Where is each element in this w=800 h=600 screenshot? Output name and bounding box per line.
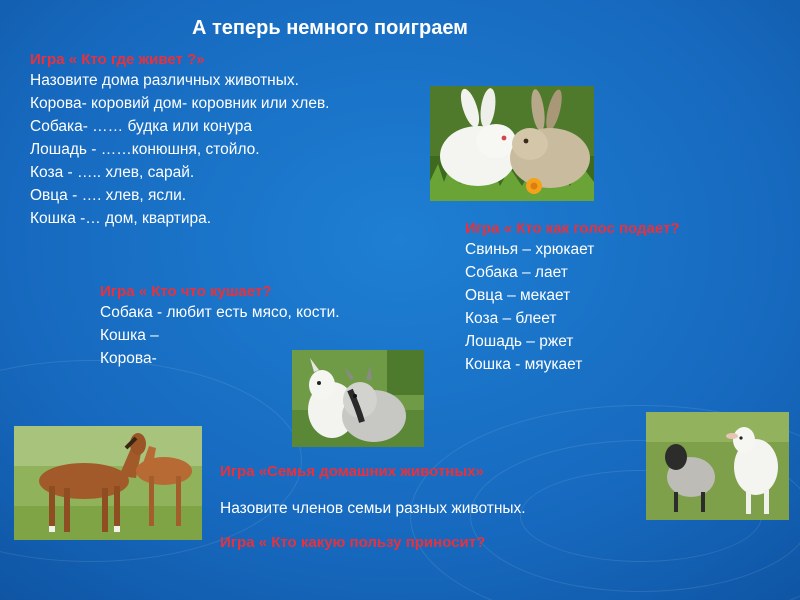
- game-where-lives-line: Корова- коровий дом- коровник или хлев.: [30, 95, 330, 112]
- goat-kids-photo: [292, 350, 424, 447]
- game-voice-line: Собака – лает: [465, 264, 568, 281]
- slide-title: А теперь немного поиграем: [192, 17, 468, 39]
- rabbits-photo: [430, 86, 594, 201]
- game-where-lives-heading: Игра « Кто где живет ?»: [30, 51, 205, 68]
- game-food-line: Собака - любит есть мясо, кости.: [100, 304, 340, 321]
- game-voice-line: Коза – блеет: [465, 310, 557, 327]
- game-where-lives-line: Назовите дома различных животных.: [30, 72, 299, 89]
- game-where-lives-line: Собака- …… будка или конура: [30, 118, 252, 135]
- game-where-lives-line: Овца - …. хлев, ясли.: [30, 187, 187, 204]
- game-voice-line: Свинья – хрюкает: [465, 241, 595, 258]
- foals-photo: [14, 426, 202, 540]
- game-food-heading: Игра « Кто что кушает?: [100, 283, 272, 300]
- game-family-line: Назовите членов семьи разных животных.: [220, 500, 526, 517]
- game-where-lives-line: Кошка -… дом, квартира.: [30, 210, 212, 227]
- game-where-lives-block: [30, 51, 329, 230]
- game-voice-heading: Игра « Кто как голос подает?: [465, 220, 680, 237]
- game-family-heading: Игра «Семья домашних животных»: [220, 463, 484, 480]
- game-food-line: Корова-: [100, 350, 157, 367]
- sheep-photo: [646, 412, 789, 520]
- game-voice-line: Кошка - мяукает: [465, 356, 583, 373]
- game-voice-block: [465, 220, 680, 376]
- game-where-lives-line: Коза - ….. хлев, сарай.: [30, 164, 195, 181]
- game-where-lives-line: Лошадь - ……конюшня, стойло.: [30, 141, 260, 158]
- game-voice-line: Лошадь – ржет: [465, 333, 574, 350]
- game-benefit-heading: Игра « Кто какую пользу приносит?: [220, 534, 486, 551]
- game-voice-line: Овца – мекает: [465, 287, 571, 304]
- game-food-line: Кошка –: [100, 327, 159, 344]
